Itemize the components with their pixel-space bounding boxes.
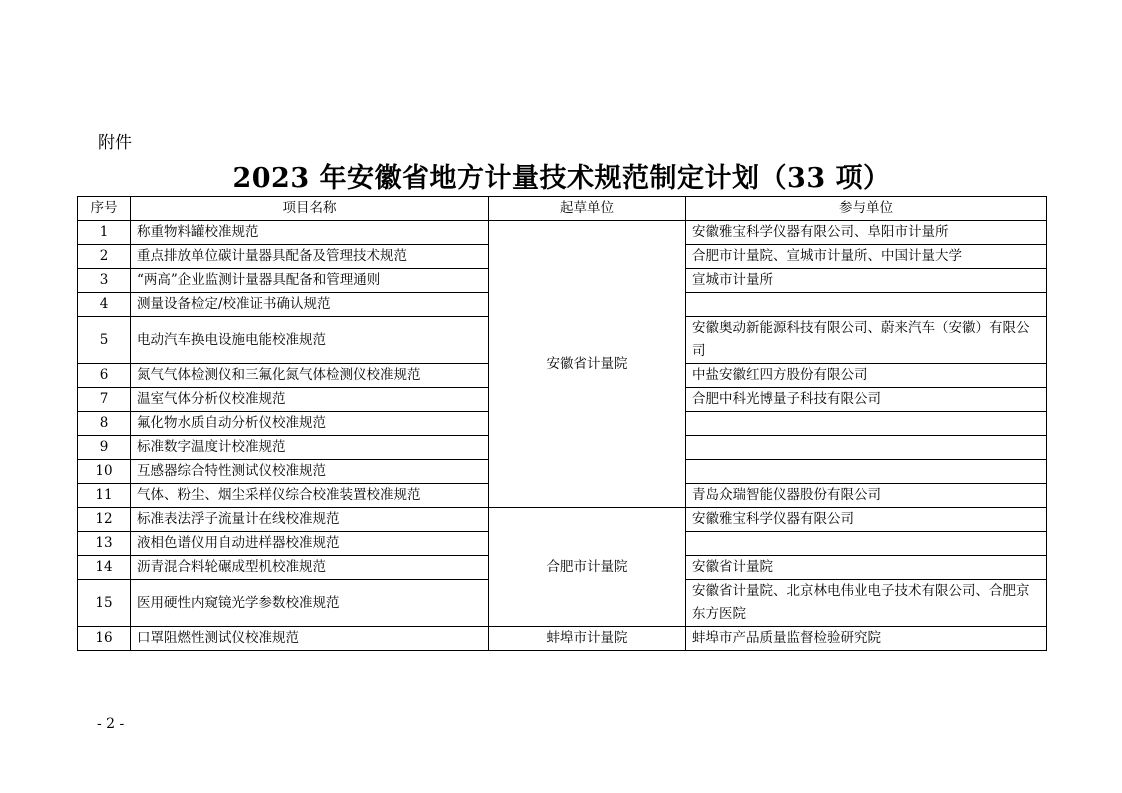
drafting-unit: 合肥市计量院 (489, 508, 686, 627)
project-name: 氟化物水质自动分析仪校准规范 (131, 412, 489, 436)
row-number: 9 (78, 436, 131, 460)
header-participating-units: 参与单位 (686, 197, 1047, 221)
project-name: 气体、粉尘、烟尘采样仪综合校准装置校准规范 (131, 484, 489, 508)
participating-units (686, 293, 1047, 317)
project-name: 互感器综合特性测试仪校准规范 (131, 460, 489, 484)
project-name: 沥青混合料轮碾成型机校准规范 (131, 556, 489, 580)
row-number: 6 (78, 364, 131, 388)
row-number: 5 (78, 317, 131, 364)
row-number: 15 (78, 580, 131, 627)
project-name: 标准表法浮子流量计在线校准规范 (131, 508, 489, 532)
table-header-row (78, 197, 1047, 221)
participating-units: 宣城市计量所 (686, 269, 1047, 293)
table-row (78, 221, 1047, 245)
annex-label: 附件 (98, 133, 132, 153)
participating-units: 安徽雅宝科学仪器有限公司 (686, 508, 1047, 532)
project-name: 温室气体分析仪校准规范 (131, 388, 489, 412)
participating-units: 安徽雅宝科学仪器有限公司、阜阳市计量所 (686, 221, 1047, 245)
participating-units: 安徽省计量院、北京林电伟业电子技术有限公司、合肥京东方医院 (686, 580, 1047, 627)
project-name: 医用硬性内窥镜光学参数校准规范 (131, 580, 489, 627)
row-number: 8 (78, 412, 131, 436)
project-name: 测量设备检定/校准证书确认规范 (131, 293, 489, 317)
row-number: 7 (78, 388, 131, 412)
header-drafting-unit: 起草单位 (489, 197, 686, 221)
participating-units: 中盐安徽红四方股份有限公司 (686, 364, 1047, 388)
participating-units: 合肥市计量院、宣城市计量所、中国计量大学 (686, 245, 1047, 269)
drafting-unit: 蚌埠市计量院 (489, 627, 686, 651)
participating-units: 蚌埠市产品质量监督检验研究院 (686, 627, 1047, 651)
project-name: 标准数字温度计校准规范 (131, 436, 489, 460)
row-number: 11 (78, 484, 131, 508)
plan-table (77, 196, 1047, 651)
participating-units: 安徽省计量院 (686, 556, 1047, 580)
project-name: “两高”企业监测计量器具配备和管理通则 (131, 269, 489, 293)
participating-units (686, 532, 1047, 556)
participating-units: 安徽奥动新能源科技有限公司、蔚来汽车（安徽）有限公司 (686, 317, 1047, 364)
project-name: 重点排放单位碳计量器具配备及管理技术规范 (131, 245, 489, 269)
table-row (78, 508, 1047, 532)
row-number: 13 (78, 532, 131, 556)
row-number: 14 (78, 556, 131, 580)
participating-units (686, 460, 1047, 484)
row-number: 2 (78, 245, 131, 269)
project-name: 称重物料罐校准规范 (131, 221, 489, 245)
project-name: 电动汽车换电设施电能校准规范 (131, 317, 489, 364)
row-number: 16 (78, 627, 131, 651)
row-number: 3 (78, 269, 131, 293)
row-number: 12 (78, 508, 131, 532)
document-title: 2023 年安徽省地方计量技术规范制定计划（33 项） (232, 163, 891, 194)
header-project-name: 项目名称 (131, 197, 489, 221)
drafting-unit: 安徽省计量院 (489, 221, 686, 508)
page-number: - 2 - (97, 716, 125, 732)
row-number: 4 (78, 293, 131, 317)
project-name: 氮气气体检测仪和三氟化氮气体检测仪校准规范 (131, 364, 489, 388)
row-number: 1 (78, 221, 131, 245)
participating-units: 合肥中科光博量子科技有限公司 (686, 388, 1047, 412)
table-row (78, 627, 1047, 651)
project-name: 液相色谱仪用自动进样器校准规范 (131, 532, 489, 556)
row-number: 10 (78, 460, 131, 484)
participating-units (686, 412, 1047, 436)
participating-units (686, 436, 1047, 460)
participating-units: 青岛众瑞智能仪器股份有限公司 (686, 484, 1047, 508)
project-name: 口罩阻燃性测试仪校准规范 (131, 627, 489, 651)
header-serial: 序号 (78, 197, 131, 221)
